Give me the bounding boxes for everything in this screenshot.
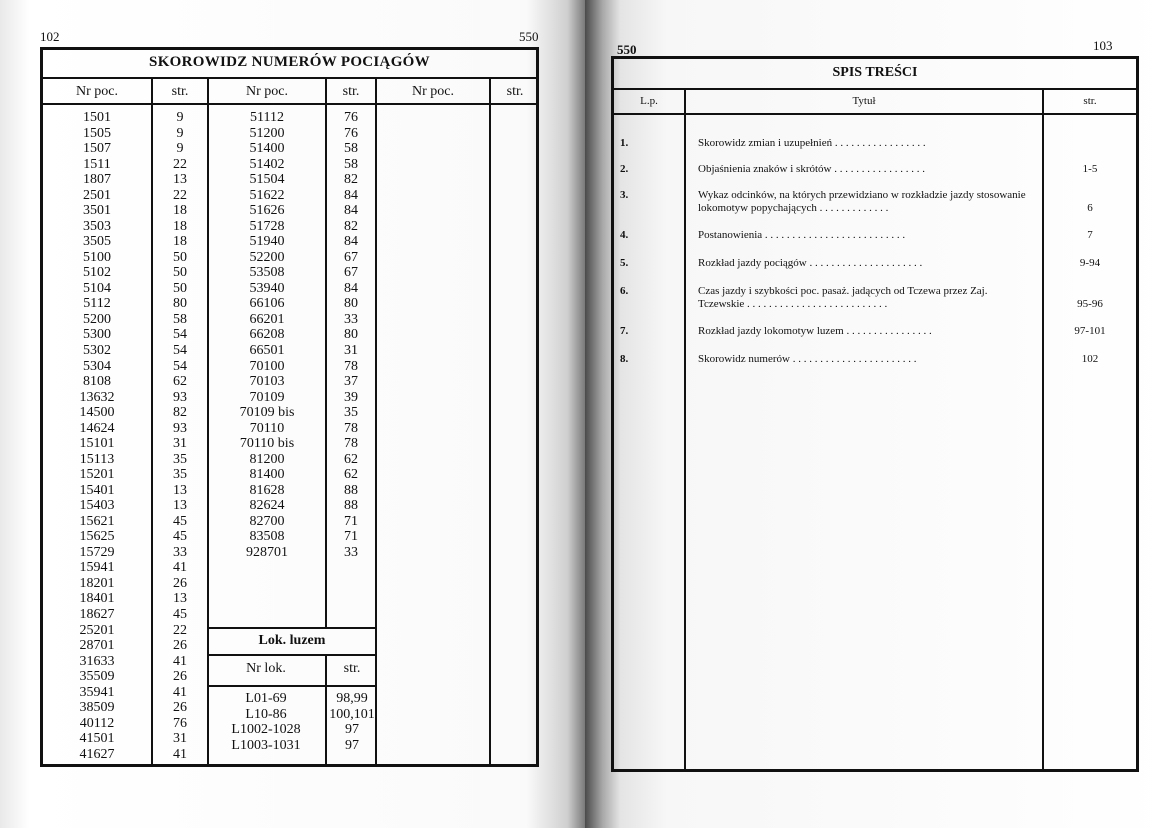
- train-number: 40112: [79, 715, 115, 731]
- page-ref: 33: [344, 311, 358, 327]
- page-ref: 13: [173, 482, 187, 498]
- train-number: 14624: [79, 420, 115, 436]
- toc-row-page: 95-96: [1077, 298, 1103, 310]
- page-ref: 58: [344, 156, 358, 172]
- train-number: 8108: [83, 374, 111, 390]
- page-ref: 31: [344, 342, 358, 358]
- header-nr-poc-1: Nr poc.: [76, 84, 118, 99]
- title-divider: [43, 77, 536, 79]
- train-number: 51728: [249, 218, 285, 234]
- train-number: 15403: [79, 498, 115, 514]
- train-number: 53508: [249, 265, 285, 281]
- page-ref: 50: [173, 249, 187, 265]
- page-ref: 84: [344, 203, 358, 219]
- train-number: 66208: [249, 327, 285, 343]
- page-number-550-right: 550: [617, 42, 637, 57]
- page-ref: 18: [173, 234, 187, 250]
- train-number: 5112: [83, 296, 111, 312]
- train-number: 15113: [79, 451, 115, 467]
- page-ref: 35: [173, 467, 187, 483]
- train-number: 18627: [79, 607, 115, 622]
- page-ref: 13: [173, 498, 187, 514]
- toc-col-divider-1: [684, 88, 686, 769]
- lok-number: L1003-1031: [231, 737, 301, 753]
- page-number-103: 103: [1093, 38, 1113, 53]
- lok-title-divider: [207, 654, 377, 656]
- page-ref: 71: [344, 513, 358, 529]
- page-ref: 45: [173, 529, 187, 545]
- train-number: 15941: [79, 560, 115, 576]
- train-number: 66201: [249, 311, 285, 327]
- train-number: 15729: [79, 544, 115, 560]
- toc-row-page: 102: [1081, 353, 1099, 365]
- page-ref: 31: [173, 436, 187, 452]
- col-str-1: [153, 110, 207, 762]
- train-number: 3501: [83, 203, 111, 219]
- header-nr-poc-2: Nr poc.: [246, 84, 288, 99]
- col-str-2: [327, 110, 375, 560]
- train-number: 38509: [79, 700, 115, 716]
- lok-page-ref: 100,101: [329, 706, 375, 722]
- page-ref: 80: [344, 296, 358, 312]
- page-ref: 13: [173, 591, 187, 607]
- page-ref: 37: [344, 374, 358, 390]
- train-number: 51112: [250, 110, 284, 125]
- toc-row-number: 3.: [620, 189, 629, 201]
- toc-row-title: Objaśnienia znaków i skrótów . . . . . . . . . . . . . . . . .: [698, 163, 925, 175]
- train-number: 5304: [83, 358, 111, 374]
- col-divider-5: [489, 77, 491, 764]
- train-number: 51940: [249, 234, 285, 250]
- page-ref: 45: [173, 607, 187, 622]
- train-number: 15621: [79, 513, 115, 529]
- page-ref: 18: [173, 218, 187, 234]
- toc-row-page: 1-5: [1082, 163, 1098, 175]
- train-number: 15101: [79, 436, 115, 452]
- page-ref: 41: [173, 653, 187, 669]
- page-ref: 62: [344, 451, 358, 467]
- lok-luzem-table: [207, 627, 377, 767]
- page-ref: 45: [173, 513, 187, 529]
- page-ref: 78: [344, 358, 358, 374]
- train-number: 41501: [79, 731, 115, 747]
- page-ref: 62: [173, 374, 187, 390]
- toc-row-title: Postanowienia . . . . . . . . . . . . . . . . . . . . . . . . . .: [698, 229, 906, 241]
- train-number: 51200: [249, 125, 285, 141]
- train-number: 51504: [249, 172, 285, 188]
- page-ref: 84: [344, 234, 358, 250]
- page-ref: 93: [173, 420, 187, 436]
- train-number: 1505: [83, 125, 111, 141]
- train-number: 51626: [249, 203, 285, 219]
- train-number: 1511: [83, 156, 111, 172]
- lok-col-str: [327, 691, 377, 753]
- train-number: 82700: [249, 513, 285, 529]
- train-number: 70103: [249, 374, 285, 390]
- train-number: 5300: [83, 327, 111, 343]
- train-number: 5200: [83, 311, 111, 327]
- train-number: 5102: [83, 265, 111, 281]
- train-number: 15201: [79, 467, 115, 483]
- toc-row-title: Wykaz odcinków, na których przewidziano w rozkładzie jazdy stosowanie lokomotyw popychających . . . . . . . . . . . . .: [698, 189, 1026, 214]
- page-ref: 50: [173, 265, 187, 281]
- train-number: 15401: [79, 482, 115, 498]
- train-number: 5100: [83, 249, 111, 265]
- toc-row-number: 7.: [620, 325, 629, 337]
- toc-row-title: Czas jazdy i szybkości poc. pasaż. jadących od Tczewa przez Zaj. Tczewskie . . . . . . . . . . . . . . . . . . . . . . . . . .: [698, 285, 988, 310]
- page-ref: 13: [173, 172, 187, 188]
- header-str-2: str.: [342, 84, 360, 99]
- toc-header-lp: L.p.: [640, 95, 658, 107]
- train-number: 82624: [249, 498, 285, 514]
- toc-row-number: 2.: [620, 163, 629, 175]
- page-ref: 22: [173, 622, 187, 638]
- col-nr-poc-1: [43, 110, 151, 762]
- page-ref: 33: [344, 544, 358, 560]
- header-divider: [43, 103, 536, 105]
- lok-page-ref: 98,99: [336, 691, 368, 706]
- page-ref: 82: [344, 172, 358, 188]
- page-ref: 80: [344, 327, 358, 343]
- train-number: 70109 bis: [239, 405, 295, 421]
- train-number: 1807: [83, 172, 111, 188]
- toc-header-divider: [614, 113, 1136, 115]
- train-number: 928701: [246, 544, 288, 560]
- toc-row-page: 97-101: [1074, 325, 1106, 337]
- train-number: 5302: [83, 342, 111, 358]
- page-ref: 41: [173, 746, 187, 762]
- lok-header-str: str.: [343, 661, 361, 676]
- page-ref: 39: [344, 389, 358, 405]
- page-ref: 35: [173, 451, 187, 467]
- page-ref: 26: [173, 575, 187, 591]
- page-ref: 35: [344, 405, 358, 421]
- page-ref: 54: [173, 327, 187, 343]
- train-number: 51400: [249, 141, 285, 157]
- train-number: 13632: [79, 389, 115, 405]
- toc-row-page: 6: [1087, 202, 1093, 214]
- train-number: 81400: [249, 467, 285, 483]
- train-number: 3503: [83, 218, 111, 234]
- page-ref: 58: [344, 141, 358, 157]
- train-number: 3505: [83, 234, 111, 250]
- toc-row-number: 5.: [620, 257, 629, 269]
- lok-header-divider: [207, 685, 377, 687]
- lok-title: Lok. luzem: [258, 633, 326, 648]
- train-number: 70109: [249, 389, 285, 405]
- toc-title-divider: [614, 88, 1136, 90]
- lok-top-border: [207, 627, 377, 629]
- train-number: 70100: [249, 358, 285, 374]
- lok-number: L01-69: [245, 691, 287, 706]
- train-number: 51402: [249, 156, 285, 172]
- header-str-1: str.: [171, 84, 189, 99]
- page-ref: 76: [344, 125, 358, 141]
- page-number-102: 102: [40, 29, 60, 44]
- train-number: 83508: [249, 529, 285, 545]
- train-number: 52200: [249, 249, 285, 265]
- train-number: 53940: [249, 280, 285, 296]
- page-ref: 22: [173, 156, 187, 172]
- page-ref: 71: [344, 529, 358, 545]
- page-ref: 50: [173, 280, 187, 296]
- toc-row-title: Skorowidz numerów . . . . . . . . . . . . . . . . . . . . . . .: [698, 353, 917, 365]
- col-nr-poc-2: [209, 110, 325, 560]
- train-number: 70110 bis: [239, 436, 295, 452]
- page-ref: 82: [344, 218, 358, 234]
- page-number-550: 550: [519, 29, 539, 44]
- page-ref: 84: [344, 280, 358, 296]
- right-page: [585, 0, 1170, 828]
- toc-row-title: Rozkład jazdy lokomotyw luzem . . . . . . . . . . . . . . . .: [698, 325, 932, 337]
- page-ref: 22: [173, 187, 187, 203]
- train-number: 31633: [79, 653, 115, 669]
- page-ref: 26: [173, 638, 187, 654]
- page-ref: 18: [173, 203, 187, 219]
- train-number: 28701: [79, 638, 115, 654]
- train-number: 18201: [79, 575, 115, 591]
- header-str-3: str.: [506, 84, 524, 99]
- train-number: 70110: [249, 420, 285, 436]
- train-number: 35941: [79, 684, 115, 700]
- toc-col-divider-2: [1042, 88, 1044, 769]
- train-number: 25201: [79, 622, 115, 638]
- page-ref: 41: [173, 560, 187, 576]
- page-ref: 33: [173, 544, 187, 560]
- page-ref: 88: [344, 482, 358, 498]
- lok-header-nr: Nr lok.: [246, 661, 286, 676]
- page-ref: 26: [173, 700, 187, 716]
- train-number: 81628: [249, 482, 285, 498]
- page-ref: 80: [173, 296, 187, 312]
- train-number: 14500: [79, 405, 115, 421]
- page-ref: 82: [173, 405, 187, 421]
- train-number: 81200: [249, 451, 285, 467]
- page-ref: 41: [173, 684, 187, 700]
- toc-row-title: Skorowidz zmian i uzupełnień . . . . . . . . . . . . . . . . .: [698, 137, 926, 149]
- page-ref: 58: [173, 311, 187, 327]
- train-number: 18401: [79, 591, 115, 607]
- page-ref: 54: [173, 342, 187, 358]
- lok-number: L1002-1028: [231, 722, 301, 738]
- page-ref: 9: [176, 110, 184, 125]
- page-ref: 31: [173, 731, 187, 747]
- page-ref: 88: [344, 498, 358, 514]
- toc-row-page: 9-94: [1079, 257, 1101, 269]
- table-of-contents: [611, 56, 1139, 772]
- toc-header-tytul: Tytuł: [852, 95, 876, 107]
- train-number: 2501: [83, 187, 111, 203]
- page-ref: 78: [344, 436, 358, 452]
- toc-row-page: 7: [1087, 229, 1093, 241]
- train-number: 5104: [83, 280, 111, 296]
- page-ref: 67: [344, 265, 358, 281]
- toc-row-number: 4.: [620, 229, 629, 241]
- train-number: 15625: [79, 529, 115, 545]
- train-number: 1507: [83, 141, 111, 157]
- page-ref: 26: [173, 669, 187, 685]
- toc-row-number: 8.: [620, 353, 629, 365]
- toc-row-title: Rozkład jazdy pociągów . . . . . . . . . . . . . . . . . . . . .: [698, 257, 923, 269]
- lok-page-ref: 97: [345, 737, 359, 753]
- index-title: SKOROWIDZ NUMERÓW POCIĄGÓW: [149, 54, 430, 70]
- page-ref: 76: [173, 715, 187, 731]
- train-number: 35509: [79, 669, 115, 685]
- page-ref: 93: [173, 389, 187, 405]
- page-ref: 62: [344, 467, 358, 483]
- page-ref: 76: [344, 110, 358, 125]
- lok-col-nr: [207, 691, 325, 753]
- lok-page-ref: 97: [345, 722, 359, 738]
- page-ref: 9: [176, 125, 184, 141]
- train-number-index-table: [40, 47, 539, 767]
- toc-title: SPIS TREŚCI: [832, 65, 918, 80]
- page-ref: 67: [344, 249, 358, 265]
- page-ref: 84: [344, 187, 358, 203]
- lok-number: L10-86: [245, 706, 287, 722]
- header-nr-poc-3: Nr poc.: [412, 84, 454, 99]
- train-number: 66106: [249, 296, 285, 312]
- toc-row-number: 1.: [620, 137, 629, 149]
- page-ref: 54: [173, 358, 187, 374]
- train-number: 51622: [249, 187, 285, 203]
- toc-row-number: 6.: [620, 285, 629, 297]
- train-number: 1501: [83, 110, 111, 125]
- page-ref: 78: [344, 420, 358, 436]
- train-number: 66501: [249, 342, 285, 358]
- page-ref: 9: [176, 141, 184, 157]
- train-number: 41627: [79, 746, 115, 762]
- toc-header-str: str.: [1083, 95, 1097, 107]
